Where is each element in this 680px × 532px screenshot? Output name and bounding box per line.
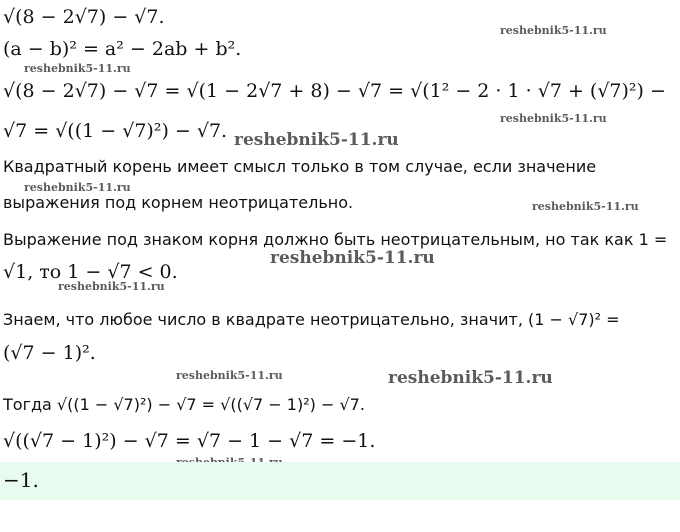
text-line: Квадратный корень имеет смысл только в том случае, если значение — [3, 157, 597, 176]
watermark: reshebnik5-11.ru — [24, 62, 131, 75]
expression-line: (√7 − 1)². — [3, 342, 96, 364]
watermark: reshebnik5-11.ru — [270, 248, 435, 268]
text-line: Знаем, что любое число в квадрате неотрицательно, значит, (1 − √7)² = — [3, 310, 620, 329]
text-line: Выражение под знаком корня должно быть неотрицательным, но так как 1 = — [3, 230, 668, 249]
watermark: reshebnik5-11.ru — [500, 24, 607, 37]
text-line: выражения под корнем неотрицательно. — [3, 193, 354, 212]
result-line: √((√7 − 1)²) − √7 = √7 − 1 − √7 = −1. — [3, 430, 376, 452]
watermark: reshebnik5-11.ru — [500, 112, 607, 125]
transformation-line: √7 = √((1 − √7)²) − √7. — [3, 120, 228, 142]
formula-line: (a − b)² = a² − 2ab + b². — [3, 38, 242, 60]
watermark: reshebnik5-11.ru — [234, 130, 399, 150]
watermark: reshebnik5-11.ru — [24, 181, 131, 194]
answer-bar — [0, 462, 680, 500]
transformation-line: √(8 − 2√7) − √7 = √(1 − 2√7 + 8) − √7 = √(1² − 2 · 1 · √7 + (√7)²) − — [3, 80, 666, 102]
watermark: reshebnik5-11.ru — [388, 368, 553, 388]
answer: −1. — [3, 468, 39, 492]
inequality-line: √1, то 1 − √7 < 0. — [3, 261, 178, 283]
watermark: reshebnik5-11.ru — [58, 280, 165, 293]
watermark: reshebnik5-11.ru — [532, 200, 639, 213]
expression-line: √(8 − 2√7) − √7. — [3, 6, 165, 28]
watermark: reshebnik5-11.ru — [176, 369, 283, 382]
text-line: Тогда √((1 − √7)²) − √7 = √((√7 − 1)²) − √7. — [3, 395, 365, 414]
